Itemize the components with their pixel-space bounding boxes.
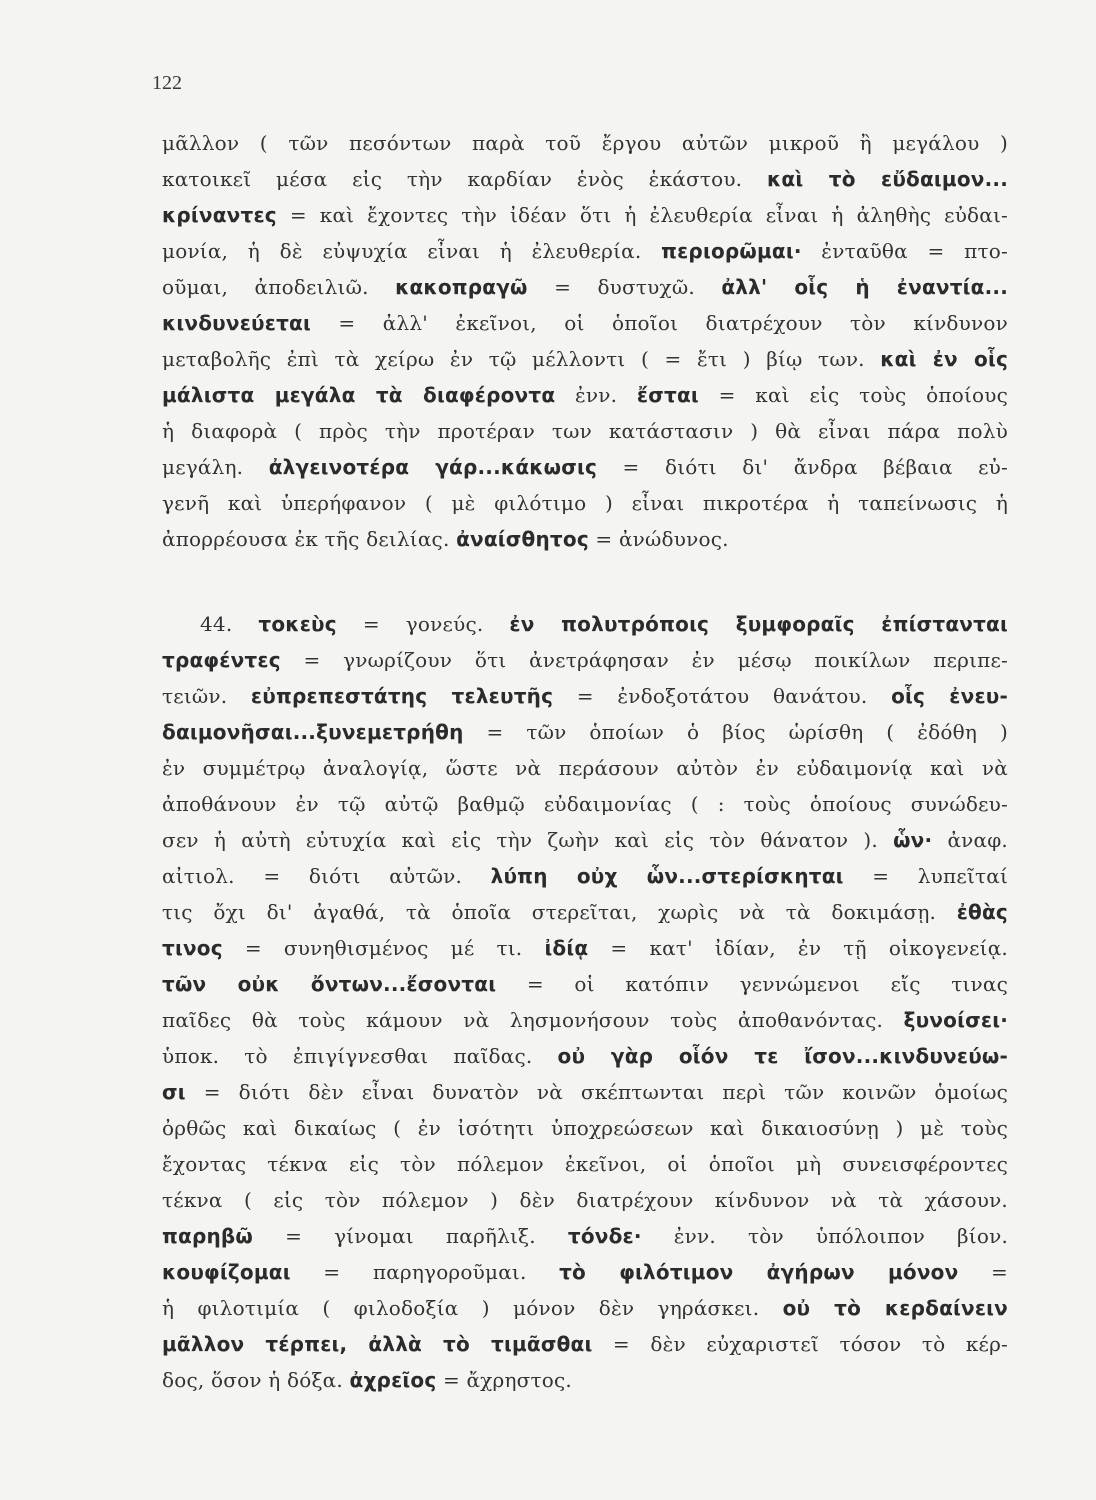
commentary-text: ἀποθάνουν ἐν τῷ αὐτῷ βαθμῷ εὐδαιμονίας ( : τοὺς ὁποίους συνώδευ- — [162, 792, 1008, 816]
commentary-text: μᾶλλον ( τῶν πεσόντων παρὰ τοῦ ἔργου αὐτῶν μικροῦ ἢ μεγάλου ) — [162, 131, 1008, 155]
text-line — [162, 642, 1008, 678]
text-line — [162, 305, 1008, 341]
commentary-text: = συνηθισμένος μέ τι. — [222, 936, 545, 960]
text-line — [162, 485, 1008, 521]
commentary-text: τέκνα ( εἰς τὸν πόλεμον ) δὲν διατρέχουν κίνδυνον νὰ τὰ χάσουν. — [162, 1188, 1008, 1212]
commentary-text: = παρηγοροῦμαι. — [290, 1260, 560, 1284]
lemma-term: κακοπραγῶ — [395, 275, 528, 299]
lemma-term: παρηβῶ — [162, 1224, 254, 1248]
text-line — [162, 1182, 1008, 1218]
text-line — [162, 413, 1008, 449]
text-line — [162, 449, 1008, 485]
text-line — [162, 786, 1008, 822]
commentary-text: τις ὄχι δι' ἀγαθά, τὰ ὁποῖα στερεῖται, χωρὶς νὰ τὰ δοκιμάσῃ. — [162, 900, 957, 924]
commentary-text: αἰτιολ. = διότι αὐτῶν. — [162, 864, 491, 888]
commentary-text: = καὶ εἰς τοὺς ὁποίους — [698, 383, 1008, 407]
commentary-text: = τῶν ὁποίων ὁ βίος ὡρίσθη ( ἐδόθη ) — [463, 720, 1008, 744]
commentary-text: ἐνν. — [555, 383, 637, 407]
commentary-text: = γονεύς. — [336, 612, 510, 636]
lemma-term: τόνδε· — [567, 1224, 642, 1248]
text-line — [162, 1290, 1008, 1326]
text-line — [162, 822, 1008, 858]
commentary-text: γενῆ καὶ ὑπερήφανον ( μὲ φιλότιμο ) εἶναι πικροτέρα ἡ ταπείνωσις ἡ — [162, 491, 1008, 515]
commentary-text: = δυστυχῶ. — [527, 275, 722, 299]
commentary-text: ὑποκ. τὸ ἐπιγίγνεσθαι παῖδας. — [162, 1044, 558, 1068]
lemma-term: ἀχρεῖος — [349, 1368, 437, 1392]
commentary-text: σεν ἡ αὐτὴ εὐτυχία καὶ εἰς τὴν ζωὴν καὶ εἰς τὸν θάνατον ). — [162, 828, 894, 852]
text-line — [162, 678, 1008, 714]
text-line — [162, 930, 1008, 966]
commentary-text: 44. — [200, 612, 259, 636]
commentary-text: ὀρθῶς καὶ δικαίως ( ἐν ἰσότητι ὑποχρεώσεων καὶ δικαιοσύνῃ ) μὲ τοὺς — [162, 1116, 1008, 1140]
text-line — [162, 894, 1008, 930]
lemma-term: οὐ τὸ κερδαίνειν — [782, 1296, 1008, 1320]
commentary-text: παῖδες θὰ τοὺς κάμουν νὰ λησμονήσουν τοὺς ἀποθανόντας. — [162, 1008, 904, 1032]
lemma-term: τινος — [162, 936, 223, 960]
commentary-text: ἀπορρέουσα ἐκ τῆς δειλίας. — [162, 527, 457, 551]
lemma-term: τραφέντες — [162, 648, 281, 672]
lemma-term: καὶ τὸ εὔδαιμον... — [767, 167, 1008, 191]
commentary-text: = ἐνδοξοτάτου θανάτου. — [553, 684, 892, 708]
text-line — [162, 750, 1008, 786]
commentary-text: ἔχοντας τέκνα εἰς τὸν πόλεμον ἐκεῖνοι, οἱ ὁποῖοι μὴ συνεισφέροντες — [162, 1152, 1008, 1176]
lemma-term: ἀναίσθητος — [456, 527, 589, 551]
paragraph-commentary-44 — [162, 606, 1008, 1398]
lemma-term: κινδυνεύεται — [162, 311, 311, 335]
commentary-text: ἡ διαφορὰ ( πρὸς τὴν προτέραν των κατάστασιν ) θὰ εἶναι πάρα πολὺ — [162, 419, 1008, 443]
lemma-term: οἷς ἐνευ- — [891, 684, 1008, 708]
commentary-text: = γνωρίζουν ὅτι ἀνετράφησαν ἐν μέσῳ ποικίλων περιπε- — [280, 648, 1008, 672]
text-line — [162, 858, 1008, 894]
lemma-term: ἐν πολυτρόποις ξυμφοραῖς ἐπίστανται — [509, 612, 1008, 636]
commentary-text: ἡ φιλοτιμία ( φιλοδοξία ) μόνον δὲν γηράσκει. — [162, 1296, 783, 1320]
commentary-text: = λυπεῖταί — [843, 864, 1008, 888]
lemma-term: μᾶλλον τέρπει, ἀλλὰ τὸ τιμᾶσθαι — [162, 1332, 593, 1356]
commentary-text: δος, ὅσον ἡ δόξα. — [162, 1368, 350, 1392]
commentary-text: κατοικεῖ μέσα εἰς τὴν καρδίαν ἑνὸς ἑκάστου. — [162, 167, 768, 191]
commentary-text: = γίνομαι παρῆλιξ. — [253, 1224, 568, 1248]
commentary-text: = οἱ κατόπιν γεννώμενοι εἴς τινας — [496, 972, 1008, 996]
commentary-text: ἀναφ. — [932, 828, 1008, 852]
commentary-text: = κατ' ἰδίαν, ἐν τῇ οἰκογενείᾳ. — [588, 936, 1008, 960]
lemma-term: σι — [162, 1080, 186, 1104]
lemma-term: οὐ γὰρ οἷόν τε ἴσον...κινδυνεύω- — [557, 1044, 1008, 1068]
commentary-text: = διότι δὲν εἶναι δυνατὸν νὰ σκέπτωνται περὶ τῶν κοινῶν ὁμοίως — [185, 1080, 1008, 1104]
commentary-text: ἐνταῦθα = πτο- — [801, 239, 1008, 263]
lemma-term: λύπη οὐχ ὧν...στερίσκηται — [490, 864, 844, 888]
text-line — [162, 1038, 1008, 1074]
lemma-term: ἰδίᾳ — [544, 936, 589, 960]
text-line — [162, 197, 1008, 233]
lemma-term: περιορῶμαι· — [661, 239, 802, 263]
commentary-text: τειῶν. — [162, 684, 251, 708]
lemma-term: κουφίζομαι — [162, 1260, 291, 1284]
lemma-term: ξυνοίσει· — [903, 1008, 1008, 1032]
lemma-term: τῶν οὐκ ὄντων...ἔσονται — [162, 972, 497, 996]
text-line — [162, 966, 1008, 1002]
commentary-text: = ἀνώδυνος. — [588, 527, 729, 551]
lemma-term: κρίναντες — [162, 203, 277, 227]
commentary-text: = δὲν εὐχαριστεῖ τόσον τὸ κέρ- — [592, 1332, 1008, 1356]
commentary-text: = ἀλλ' ἐκεῖνοι, οἱ ὁποῖοι διατρέχουν τὸν κίνδυνον — [310, 311, 1008, 335]
commentary-text: = διότι δι' ἄνδρα βέβαια εὐ- — [597, 455, 1008, 479]
commentary-text: = καὶ ἔχοντες τὴν ἰδέαν ὅτι ἡ ἐλευθερία εἶναι ἡ ἀληθὴς εὐδαι- — [276, 203, 1008, 227]
lemma-term: τὸ φιλότιμον ἀγήρων μόνον — [559, 1260, 959, 1284]
text-line — [162, 1362, 1008, 1398]
text-line — [162, 341, 1008, 377]
commentary-text: μεταβολῆς ἐπὶ τὰ χείρω ἐν τῷ μέλλοντι ( = ἔτι ) βίῳ των. — [162, 347, 881, 371]
commentary-text: ἐνν. τὸν ὑπόλοιπον βίον. — [641, 1224, 1008, 1248]
lemma-term: μάλιστα μεγάλα τὰ διαφέροντα — [162, 383, 556, 407]
text-line — [162, 269, 1008, 305]
lemma-term: εὐπρεπεστάτης τελευτῆς — [250, 684, 554, 708]
commentary-text: οῦμαι, ἀποδειλιῶ. — [162, 275, 396, 299]
lemma-term: ἔσται — [636, 383, 699, 407]
text-line — [162, 1218, 1008, 1254]
commentary-text: μεγάλη. — [162, 455, 269, 479]
text-line — [162, 161, 1008, 197]
lemma-term: ἀλγεινοτέρα γάρ...κάκωσις — [268, 455, 598, 479]
text-line — [162, 606, 1008, 642]
text-line — [162, 125, 1008, 161]
lemma-term: ἐθὰς — [956, 900, 1008, 924]
commentary-text: = — [958, 1260, 1008, 1284]
text-line — [162, 1254, 1008, 1290]
paragraph-commentary-43 — [162, 125, 1008, 557]
text-line — [162, 521, 1008, 557]
text-line — [162, 1326, 1008, 1362]
lemma-term: ἀλλ' οἷς ἡ ἐναντία... — [721, 275, 1008, 299]
lemma-term: καὶ ἐν οἷς — [880, 347, 1008, 371]
text-line — [162, 1074, 1008, 1110]
commentary-text: ἐν συμμέτρῳ ἀναλογίᾳ, ὥστε νὰ περάσουν αὐτὸν ἐν εὐδαιμονίᾳ καὶ νὰ — [162, 756, 1008, 780]
text-line — [162, 1146, 1008, 1182]
text-line — [162, 1002, 1008, 1038]
text-line — [162, 233, 1008, 269]
text-line — [162, 377, 1008, 413]
page-number: 122 — [152, 72, 182, 94]
commentary-text: = ἄχρηστος. — [436, 1368, 572, 1392]
text-line — [162, 714, 1008, 750]
lemma-term: ὧν· — [893, 828, 933, 852]
text-line — [162, 1110, 1008, 1146]
lemma-term: τοκεὺς — [258, 612, 337, 636]
lemma-term: δαιμονῆσαι...ξυνεμετρήθη — [162, 720, 464, 744]
commentary-text: μονία, ἡ δὲ εὐψυχία εἶναι ἡ ἐλευθερία. — [162, 239, 662, 263]
